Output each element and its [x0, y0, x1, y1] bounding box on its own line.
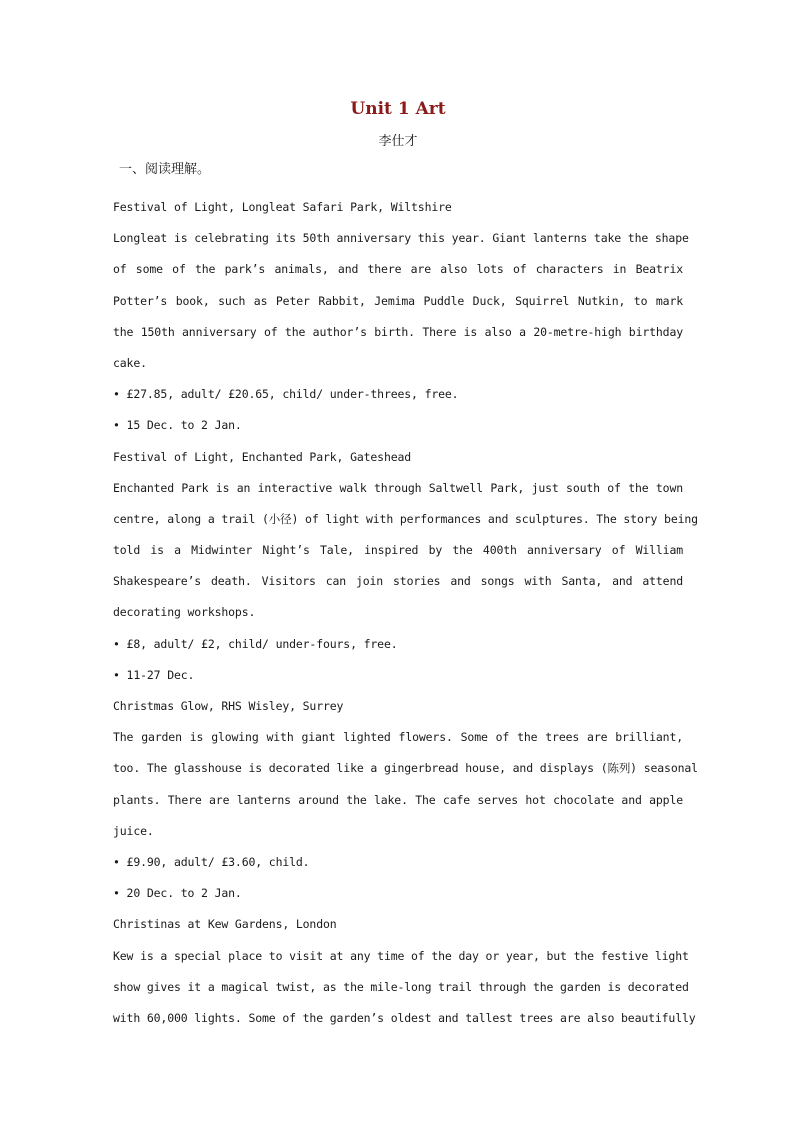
- passage-line: show gives it a magical twist, as the mile-long trail through the garden is decorated: [113, 979, 689, 994]
- passage-line: Kew is a special place to visit at any time of the day or year, but the festive light: [113, 948, 689, 963]
- passage-line: juice.: [113, 823, 154, 838]
- passage-line: the 150th anniversary of the author’s birth. There is also a 20-metre-high birthday: [113, 324, 683, 339]
- passage-heading: Festival of Light, Longleat Safari Park, Wiltshire: [113, 200, 452, 214]
- page-title: Unit 1 Art: [350, 99, 446, 119]
- passage-line: of some of the park’s animals, and there are also lots of characters in Beatrix: [113, 262, 683, 277]
- passage-line: The garden is glowing with giant lighted flowers. Some of the trees are brilliant,: [113, 730, 683, 745]
- date-item: • 20 Dec. to 2 Jan.: [113, 886, 242, 901]
- passage-line: Longleat is celebrating its 50th anniversary this year. Giant lanterns take the shape: [113, 231, 689, 246]
- passage-line: plants. There are lanterns around the lake. The cafe serves hot chocolate and apple: [113, 792, 683, 807]
- author-name: 李仕才: [378, 134, 418, 149]
- price-item: • £27.85, adult/ £20.65, child/ under-threes, free.: [113, 387, 459, 402]
- section-heading: 一、阅读理解。: [119, 162, 211, 177]
- passage-line: Potter’s book, such as Peter Rabbit, Jemima Puddle Duck, Squirrel Nutkin, to mark: [113, 293, 683, 308]
- passage-line: decorating workshops.: [113, 605, 256, 620]
- passage-heading: Festival of Light, Enchanted Park, Gateshead: [113, 449, 412, 464]
- passage-line: Shakespeare’s death. Visitors can join stories and songs with Santa, and attend: [113, 574, 683, 589]
- passage-line: Enchanted Park is an interactive walk through Saltwell Park, just south of the town: [113, 480, 683, 495]
- date-item: • 15 Dec. to 2 Jan.: [113, 418, 242, 433]
- passage-line: centre, along a trail (小径) of light with performances and sculptures. The story being: [113, 511, 698, 526]
- passage-heading: Christinas at Kew Gardens, London: [113, 917, 337, 932]
- passage-heading: Christmas Glow, RHS Wisley, Surrey: [113, 699, 344, 713]
- passage-body: [113, 192, 698, 1034]
- passage-line: with 60,000 lights. Some of the garden’s oldest and tallest trees are also beautifully: [113, 1010, 696, 1025]
- passage-line: cake.: [113, 355, 147, 370]
- price-item: • £8, adult/ £2, child/ under-fours, free.: [113, 636, 398, 651]
- passage-line: told is a Midwinter Night’s Tale, inspired by the 400th anniversary of William: [113, 543, 683, 558]
- date-item: • 11-27 Dec.: [113, 667, 195, 682]
- passage-line: too. The glasshouse is decorated like a gingerbread house, and displays (陈列) seasonal: [113, 761, 698, 776]
- price-item: • £9.90, adult/ £3.60, child.: [113, 854, 310, 869]
